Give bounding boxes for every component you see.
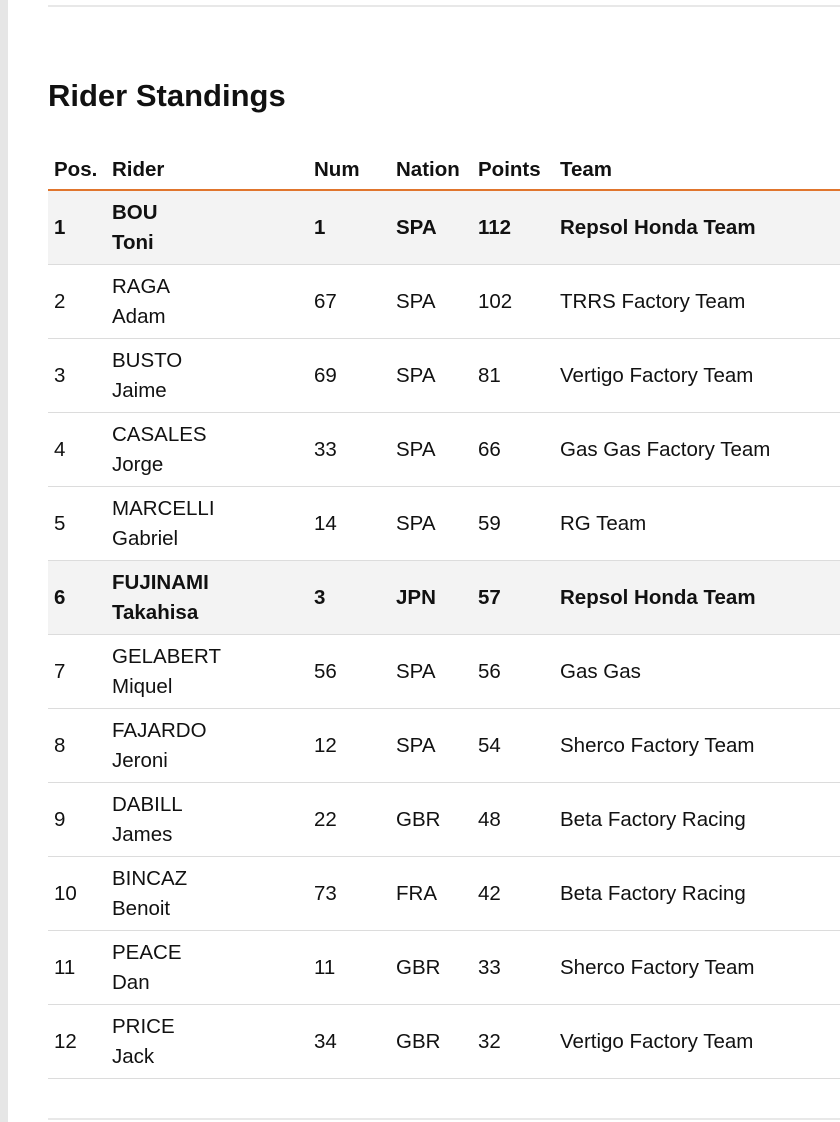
rider-first-name: Toni [112,230,154,254]
rider-first-name: Takahisa [112,600,199,624]
header-row [48,150,840,190]
cell-rider [106,709,308,783]
cell-points: 56 [472,635,554,709]
cell-num: 11 [308,931,390,1005]
cell-points: 33 [472,931,554,1005]
cell-pos: 10 [48,857,106,931]
cell-nation: SPA [390,635,472,709]
cell-num: 1 [308,190,390,265]
cell-points: 57 [472,561,554,635]
rider-first-name: Miquel [112,674,173,698]
table-row [48,931,840,1005]
cell-num: 33 [308,413,390,487]
table-row [48,635,840,709]
column-header-team: Team [554,150,840,190]
cell-nation: GBR [390,1005,472,1079]
cell-points: 42 [472,857,554,931]
cell-rider [106,783,308,857]
rider-last-name: DABILL [112,792,183,816]
rider-first-name: Jorge [112,452,164,476]
cell-num: 56 [308,635,390,709]
table-row [48,783,840,857]
cell-team: Vertigo Factory Team [554,339,840,413]
column-header-num: Num [308,150,390,190]
cell-team: Repsol Honda Team [554,190,840,265]
table-row [48,561,840,635]
cell-team: Sherco Factory Team [554,709,840,783]
cell-num: 12 [308,709,390,783]
cell-rider [106,931,308,1005]
cell-team: Sherco Factory Team [554,931,840,1005]
cell-rider [106,487,308,561]
cell-team: RG Team [554,487,840,561]
rider-last-name: RAGA [112,274,171,298]
cell-nation: JPN [390,561,472,635]
rider-first-name: Benoit [112,896,171,920]
cell-rider [106,265,308,339]
cell-points: 112 [472,190,554,265]
cell-num: 14 [308,487,390,561]
cell-pos: 8 [48,709,106,783]
cell-nation: SPA [390,709,472,783]
cell-points: 54 [472,709,554,783]
cell-nation: GBR [390,931,472,1005]
rider-first-name: Adam [112,304,166,328]
rider-first-name: Jaime [112,378,167,402]
rider-last-name: BOU [112,200,158,224]
cell-team: Gas Gas [554,635,840,709]
table-row [48,339,840,413]
standings-table [48,150,840,1079]
cell-points: 66 [472,413,554,487]
table-row [48,487,840,561]
cell-nation: SPA [390,339,472,413]
cell-nation: SPA [390,413,472,487]
column-header-nation: Nation [390,150,472,190]
rider-first-name: James [112,822,173,846]
cell-num: 22 [308,783,390,857]
column-header-points: Points [472,150,554,190]
rider-first-name: Jeroni [112,748,168,772]
cell-nation: FRA [390,857,472,931]
cell-points: 48 [472,783,554,857]
cell-num: 67 [308,265,390,339]
cell-team: Gas Gas Factory Team [554,413,840,487]
bottom-divider [48,1118,840,1120]
cell-rider [106,339,308,413]
table-row [48,709,840,783]
rider-last-name: BINCAZ [112,866,188,890]
rider-last-name: PRICE [112,1014,175,1038]
rider-first-name: Gabriel [112,526,179,550]
cell-pos: 5 [48,487,106,561]
rider-last-name: FAJARDO [112,718,207,742]
cell-team: Beta Factory Racing [554,857,840,931]
cell-points: 102 [472,265,554,339]
table-row [48,413,840,487]
rider-last-name: CASALES [112,422,207,446]
page-title: Rider Standings [48,78,286,113]
cell-pos: 6 [48,561,106,635]
top-divider [48,5,840,7]
cell-nation: SPA [390,265,472,339]
cell-num: 69 [308,339,390,413]
cell-pos: 2 [48,265,106,339]
cell-team: TRRS Factory Team [554,265,840,339]
column-header-rider: Rider [106,150,308,190]
cell-pos: 12 [48,1005,106,1079]
cell-rider [106,190,308,265]
cell-points: 81 [472,339,554,413]
cell-pos: 11 [48,931,106,1005]
standings-header [48,150,840,190]
cell-nation: SPA [390,487,472,561]
cell-nation: SPA [390,190,472,265]
cell-nation: GBR [390,783,472,857]
rider-last-name: FUJINAMI [112,570,209,594]
cell-num: 3 [308,561,390,635]
cell-points: 59 [472,487,554,561]
rider-first-name: Jack [112,1044,155,1068]
rider-last-name: BUSTO [112,348,183,372]
cell-team: Vertigo Factory Team [554,1005,840,1079]
rider-last-name: GELABERT [112,644,221,668]
cell-rider [106,1005,308,1079]
table-row [48,1005,840,1079]
cell-points: 32 [472,1005,554,1079]
table-row [48,190,840,265]
cell-team: Repsol Honda Team [554,561,840,635]
table-row [48,857,840,931]
cell-pos: 4 [48,413,106,487]
cell-pos: 9 [48,783,106,857]
standings-body [48,190,840,1079]
table-row [48,265,840,339]
cell-num: 73 [308,857,390,931]
cell-rider [106,857,308,931]
cell-pos: 3 [48,339,106,413]
cell-pos: 7 [48,635,106,709]
column-header-pos: Pos. [48,150,106,190]
left-scroll-rail [0,0,8,1122]
rider-first-name: Dan [112,970,150,994]
cell-rider [106,635,308,709]
cell-rider [106,561,308,635]
cell-team: Beta Factory Racing [554,783,840,857]
cell-rider [106,413,308,487]
cell-pos: 1 [48,190,106,265]
cell-num: 34 [308,1005,390,1079]
rider-last-name: MARCELLI [112,496,215,520]
rider-last-name: PEACE [112,940,182,964]
